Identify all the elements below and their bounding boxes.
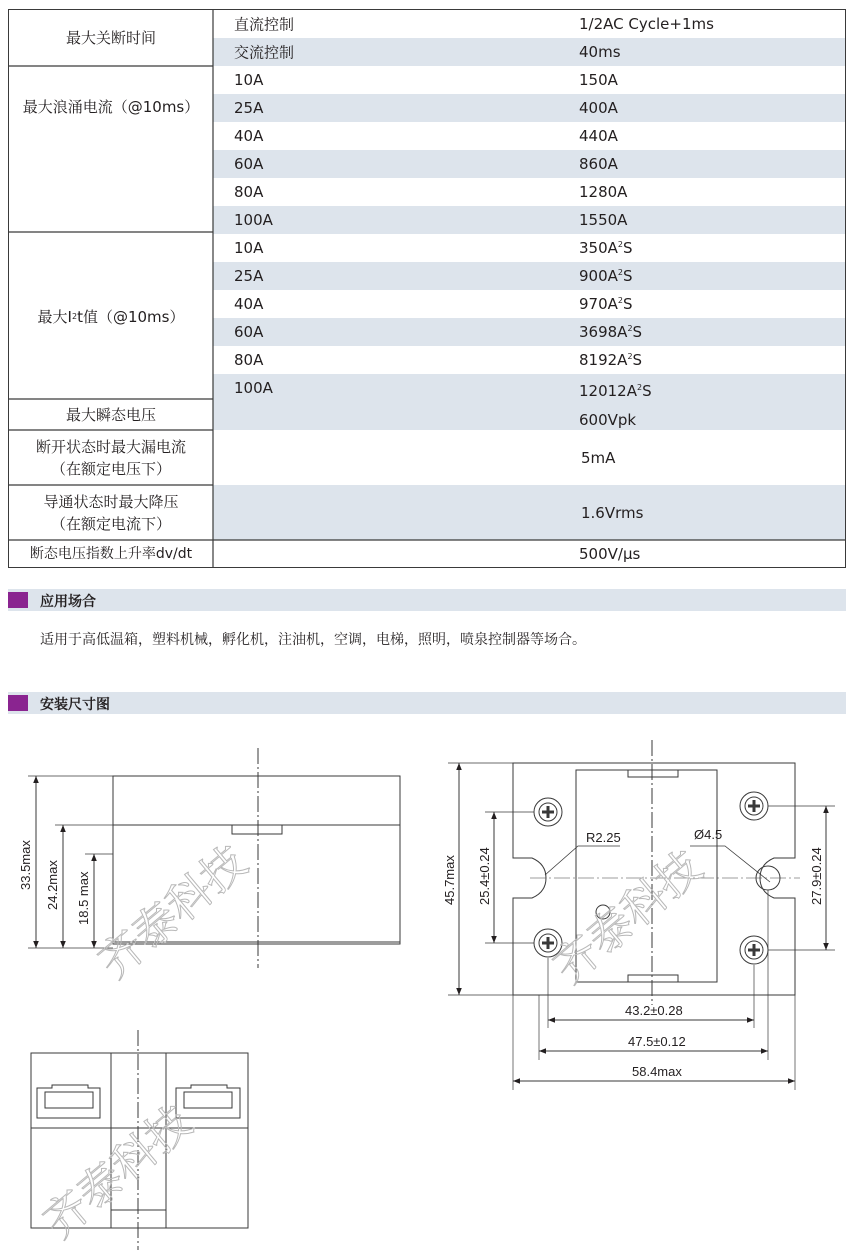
- dim-width-3: 58.4max: [632, 1064, 682, 1079]
- cell: 100A: [234, 211, 273, 229]
- cell: 80A: [234, 351, 264, 369]
- cell: 10A: [234, 71, 264, 89]
- cell: 600Vpk: [579, 410, 637, 429]
- cell: 25A: [234, 99, 264, 117]
- label-dvdt: 断态电压指数上升率dv/dt: [29, 546, 193, 562]
- cell: 25A: [234, 267, 264, 285]
- dim-hole-right: 27.9±0.24: [809, 847, 824, 905]
- dim-radius: R2.25: [586, 830, 621, 845]
- cell: 860A: [579, 155, 618, 173]
- cell: 440A: [579, 127, 618, 145]
- dim-width-1: 43.2±0.28: [625, 1003, 683, 1018]
- cell: 1280A: [579, 183, 628, 201]
- cell: 40ms: [579, 43, 621, 61]
- cell: 60A: [234, 323, 264, 341]
- cell: $350A^2S$: [579, 239, 633, 257]
- cell: 60A: [234, 155, 264, 173]
- cell: $12012A^2S$: [579, 382, 652, 401]
- dim-side-overall: 33.5max: [18, 840, 33, 890]
- watermark: 齐泰科技: [544, 841, 712, 994]
- cell: $900A^2S$: [579, 267, 633, 285]
- dim-side-mid: 24.2max: [45, 860, 60, 910]
- cell: 100A: [234, 379, 273, 397]
- cell: 400A: [579, 99, 618, 117]
- cell: 1550A: [579, 211, 628, 229]
- label-i2t: 最大I 2 t值（@10ms）: [37, 308, 185, 326]
- cell: 1.6Vrms: [581, 503, 644, 522]
- cell: 直流控制: [234, 15, 295, 34]
- label-surge: 最大浪涌电流（@10ms）: [22, 98, 200, 116]
- section-title: 安装尺寸图: [40, 697, 110, 713]
- cell: 1/2AC Cycle+1ms: [579, 15, 714, 33]
- cell: $3698A^2S$: [579, 323, 643, 341]
- watermark: 齐泰科技: [89, 836, 257, 989]
- cell: 80A: [234, 183, 264, 201]
- cell: 150A: [579, 71, 618, 89]
- section-title: 应用场合: [40, 594, 96, 610]
- label-turnoff: 最大关断时间: [65, 29, 156, 47]
- dim-top-height: 45.7max: [442, 855, 457, 905]
- cell: 500V/μs: [579, 545, 641, 563]
- label-transient: 最大瞬态电压: [65, 406, 156, 424]
- cell: 10A: [234, 239, 264, 257]
- label-vdrop: 导通状态时最大降压 （在额定电流下）: [43, 492, 179, 533]
- dim-side-inner: 18.5 max: [76, 871, 91, 925]
- watermark: 齐泰科技: [34, 1096, 202, 1249]
- cell: 40A: [234, 295, 264, 313]
- cell: $970A^2S$: [579, 295, 633, 313]
- cell: 交流控制: [234, 43, 295, 62]
- cell: 5mA: [581, 448, 616, 467]
- dim-hole-dia: Ø4.5: [694, 827, 723, 842]
- application-text: 适用于高低温箱，塑料机械，孵化机，注油机，空调，电梯，照明，喷泉控制器等场合。: [40, 632, 586, 648]
- cell: 40A: [234, 127, 264, 145]
- dim-width-2: 47.5±0.12: [628, 1034, 686, 1049]
- dim-hole-left: 25.4±0.24: [477, 847, 492, 905]
- label-leakage: 断开状态时最大漏电流 （在额定电压下）: [35, 437, 186, 478]
- cell: $8192A^2S$: [579, 351, 643, 369]
